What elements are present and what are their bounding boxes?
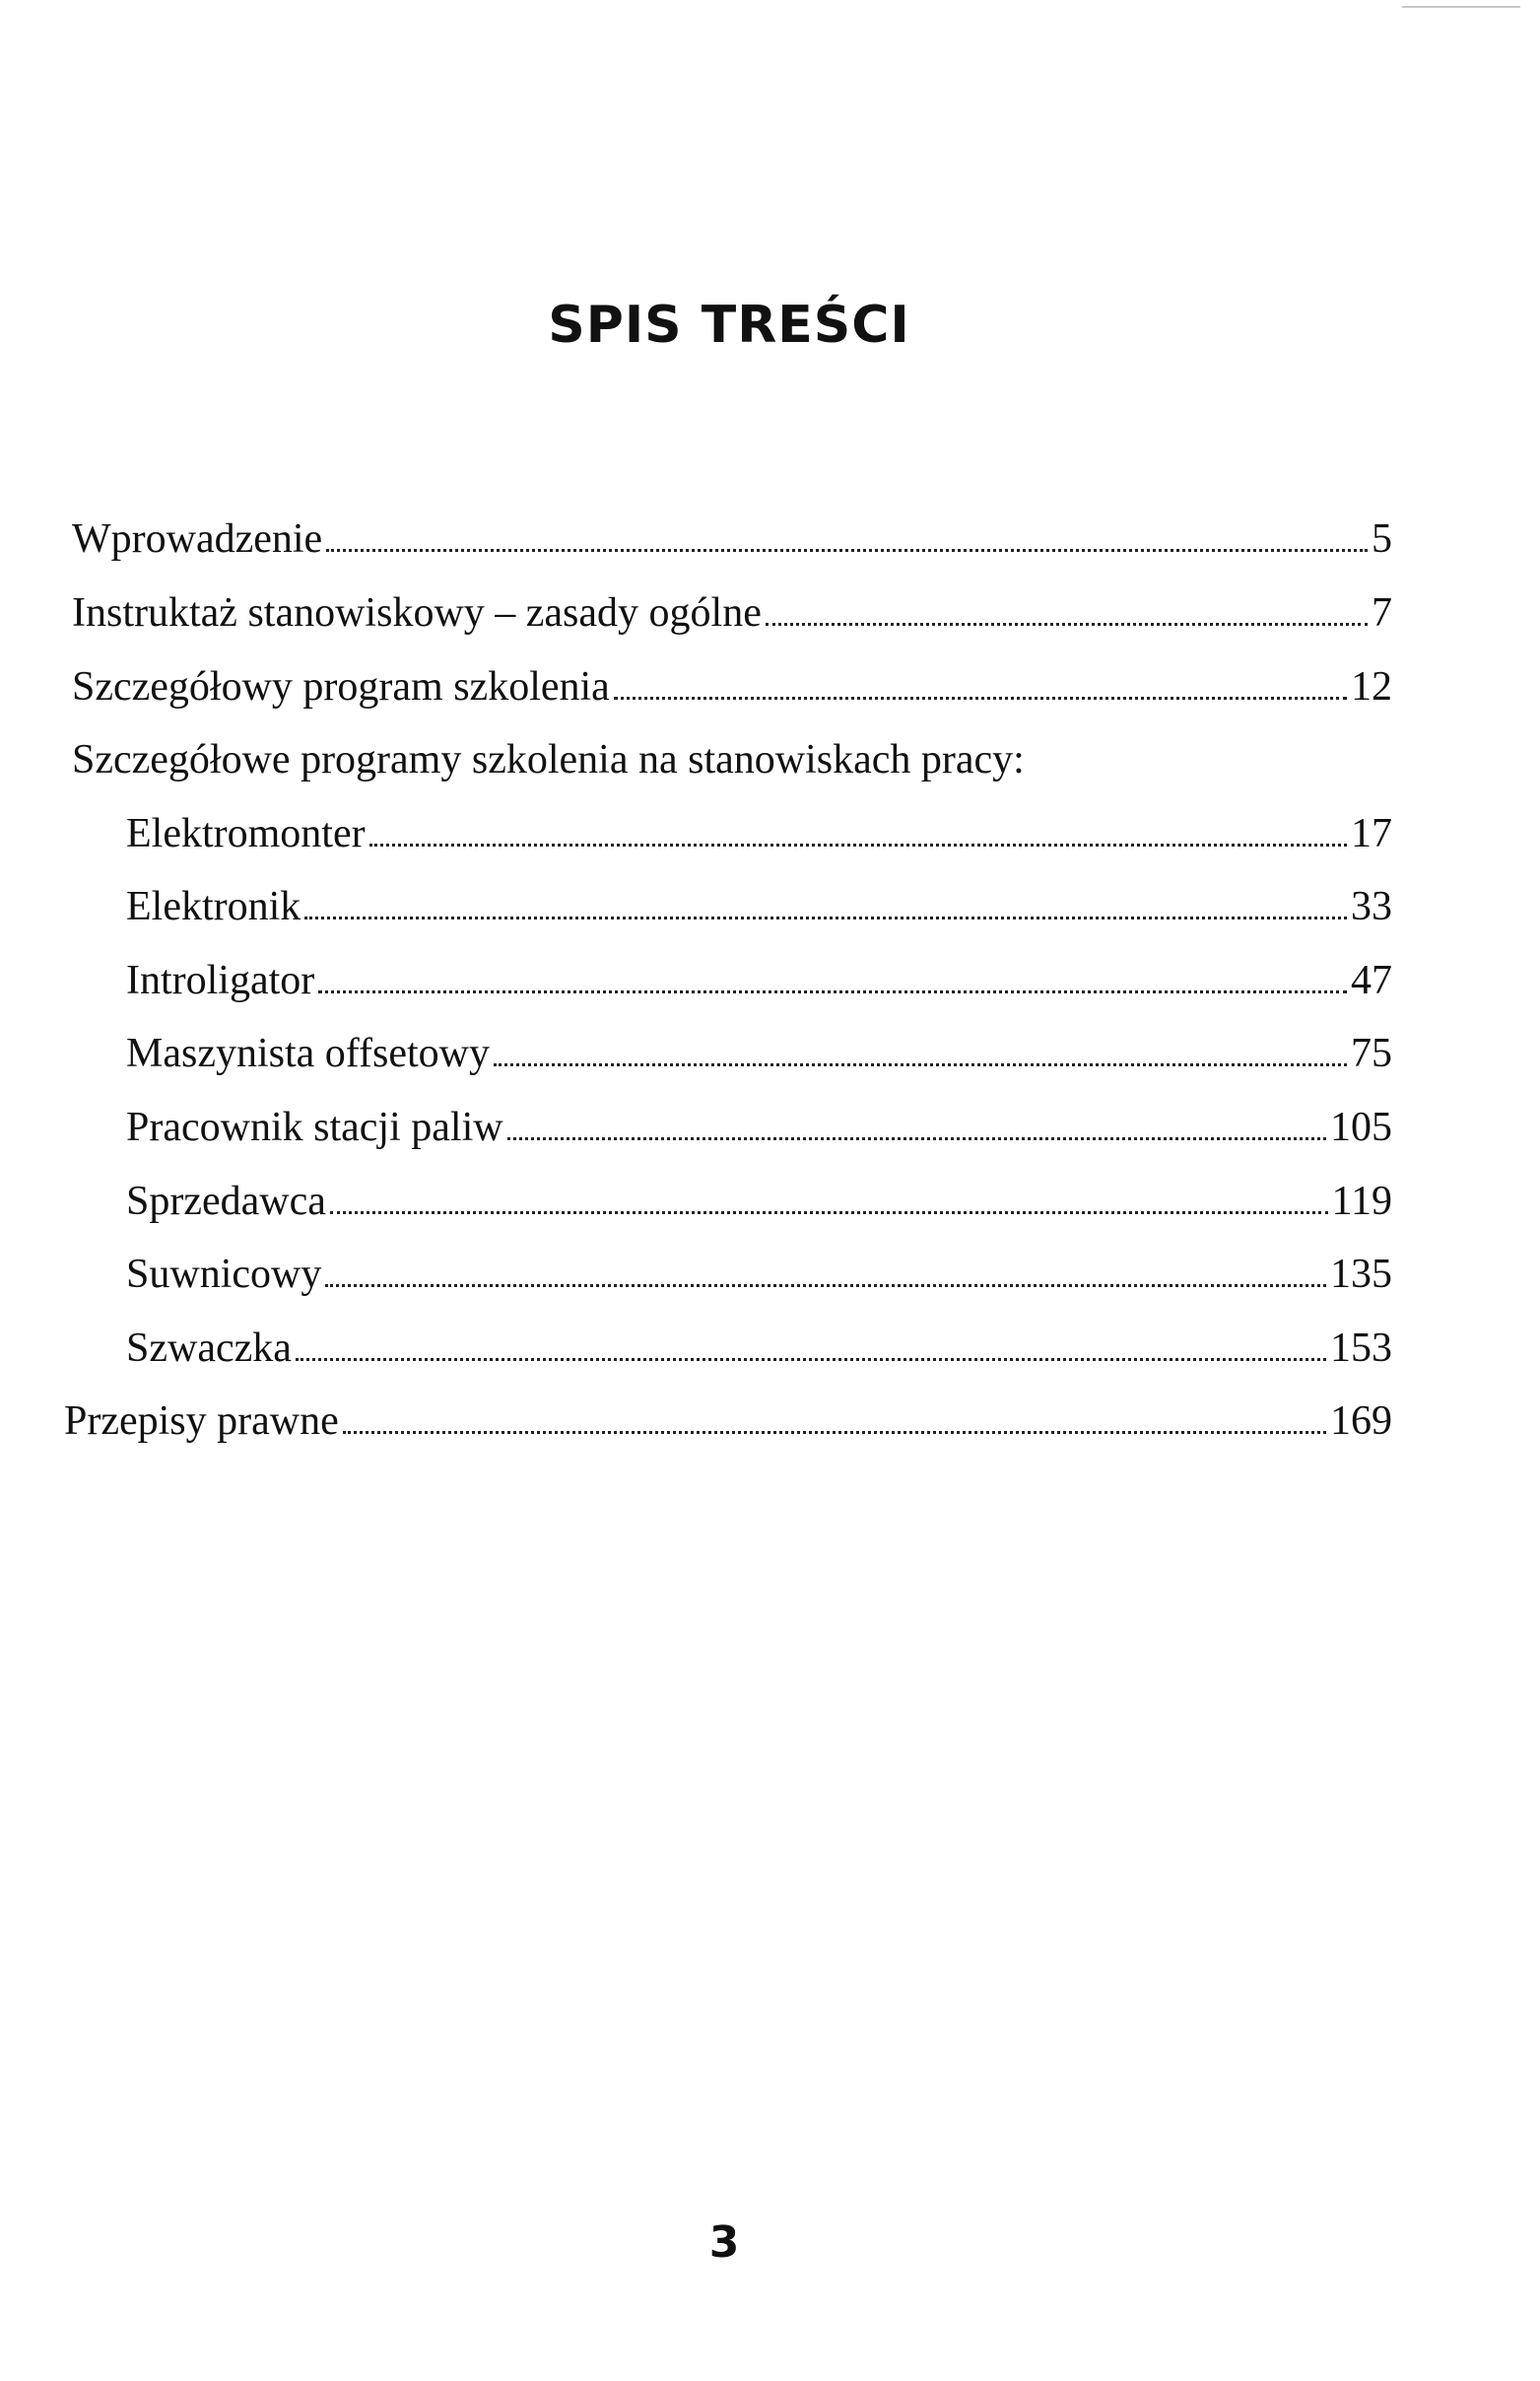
toc-entry-page: 119 <box>1331 1179 1392 1224</box>
toc-entry-label: Introligator <box>126 958 315 1003</box>
toc-entry-page: 12 <box>1351 664 1392 710</box>
toc-entry-label: Elektromonter <box>126 811 366 856</box>
scan-artifact <box>1402 6 1520 8</box>
toc-section-heading <box>72 733 1392 786</box>
toc-dot-leader <box>325 1283 1326 1287</box>
toc-entry[interactable] <box>126 1248 1392 1301</box>
toc-dot-leader <box>494 1062 1347 1066</box>
toc-entry-page: 17 <box>1351 811 1392 856</box>
toc-entry-label: Przepisy prawne <box>64 1398 339 1444</box>
toc-dot-leader <box>614 696 1347 700</box>
toc-section-label: Szczegółowe programy szkolenia na stanowiskach pracy: <box>72 737 1025 782</box>
toc-dot-leader <box>330 1210 1328 1214</box>
toc-entry-page: 135 <box>1330 1252 1392 1297</box>
toc-entry[interactable] <box>64 1395 1392 1448</box>
toc-dot-leader <box>296 1357 1326 1361</box>
toc-entry[interactable] <box>72 660 1392 714</box>
toc-dot-leader <box>326 548 1368 552</box>
toc-entry[interactable] <box>72 512 1392 566</box>
toc-dot-leader <box>507 1136 1326 1140</box>
toc-entry-page: 33 <box>1351 884 1392 929</box>
toc-entry[interactable] <box>72 586 1392 640</box>
page-title: SPIS TREŚCI <box>548 296 910 355</box>
toc-entry-label: Szwaczka <box>126 1326 292 1371</box>
toc-entry-label: Pracownik stacji paliw <box>126 1105 503 1150</box>
toc-entry[interactable] <box>126 1175 1392 1228</box>
toc-entry-page: 7 <box>1372 590 1392 636</box>
toc-entry-label: Szczegółowy program szkolenia <box>72 664 610 710</box>
toc-entry[interactable] <box>126 807 1392 860</box>
toc-entry-label: Sprzedawca <box>126 1179 326 1224</box>
toc-entry-page: 153 <box>1330 1326 1392 1371</box>
toc-entry[interactable] <box>126 1322 1392 1375</box>
toc-entry[interactable] <box>126 954 1392 1007</box>
toc-entry-page: 47 <box>1351 958 1392 1003</box>
toc-dot-leader <box>343 1430 1326 1434</box>
toc-entry[interactable] <box>126 1027 1392 1080</box>
toc-dot-leader <box>318 989 1347 993</box>
toc-entry-page: 169 <box>1330 1398 1392 1444</box>
toc-dot-leader <box>369 843 1347 847</box>
toc-dot-leader <box>304 916 1347 919</box>
toc-entry-label: Maszynista offsetowy <box>126 1031 490 1076</box>
toc-entry-label: Instruktaż stanowiskowy – zasady ogólne <box>72 590 762 636</box>
toc-entry[interactable] <box>126 1101 1392 1154</box>
toc-entry[interactable] <box>126 880 1392 933</box>
toc-dot-leader <box>766 622 1368 626</box>
toc-entry-page: 75 <box>1351 1031 1392 1076</box>
toc-entry-label: Wprowadzenie <box>72 516 323 562</box>
toc-entry-label: Suwnicowy <box>126 1252 322 1297</box>
toc-entry-page: 105 <box>1330 1105 1392 1150</box>
toc-entry-label: Elektronik <box>126 884 301 929</box>
page-number: 3 <box>708 2217 740 2268</box>
toc-entry-page: 5 <box>1372 516 1392 562</box>
